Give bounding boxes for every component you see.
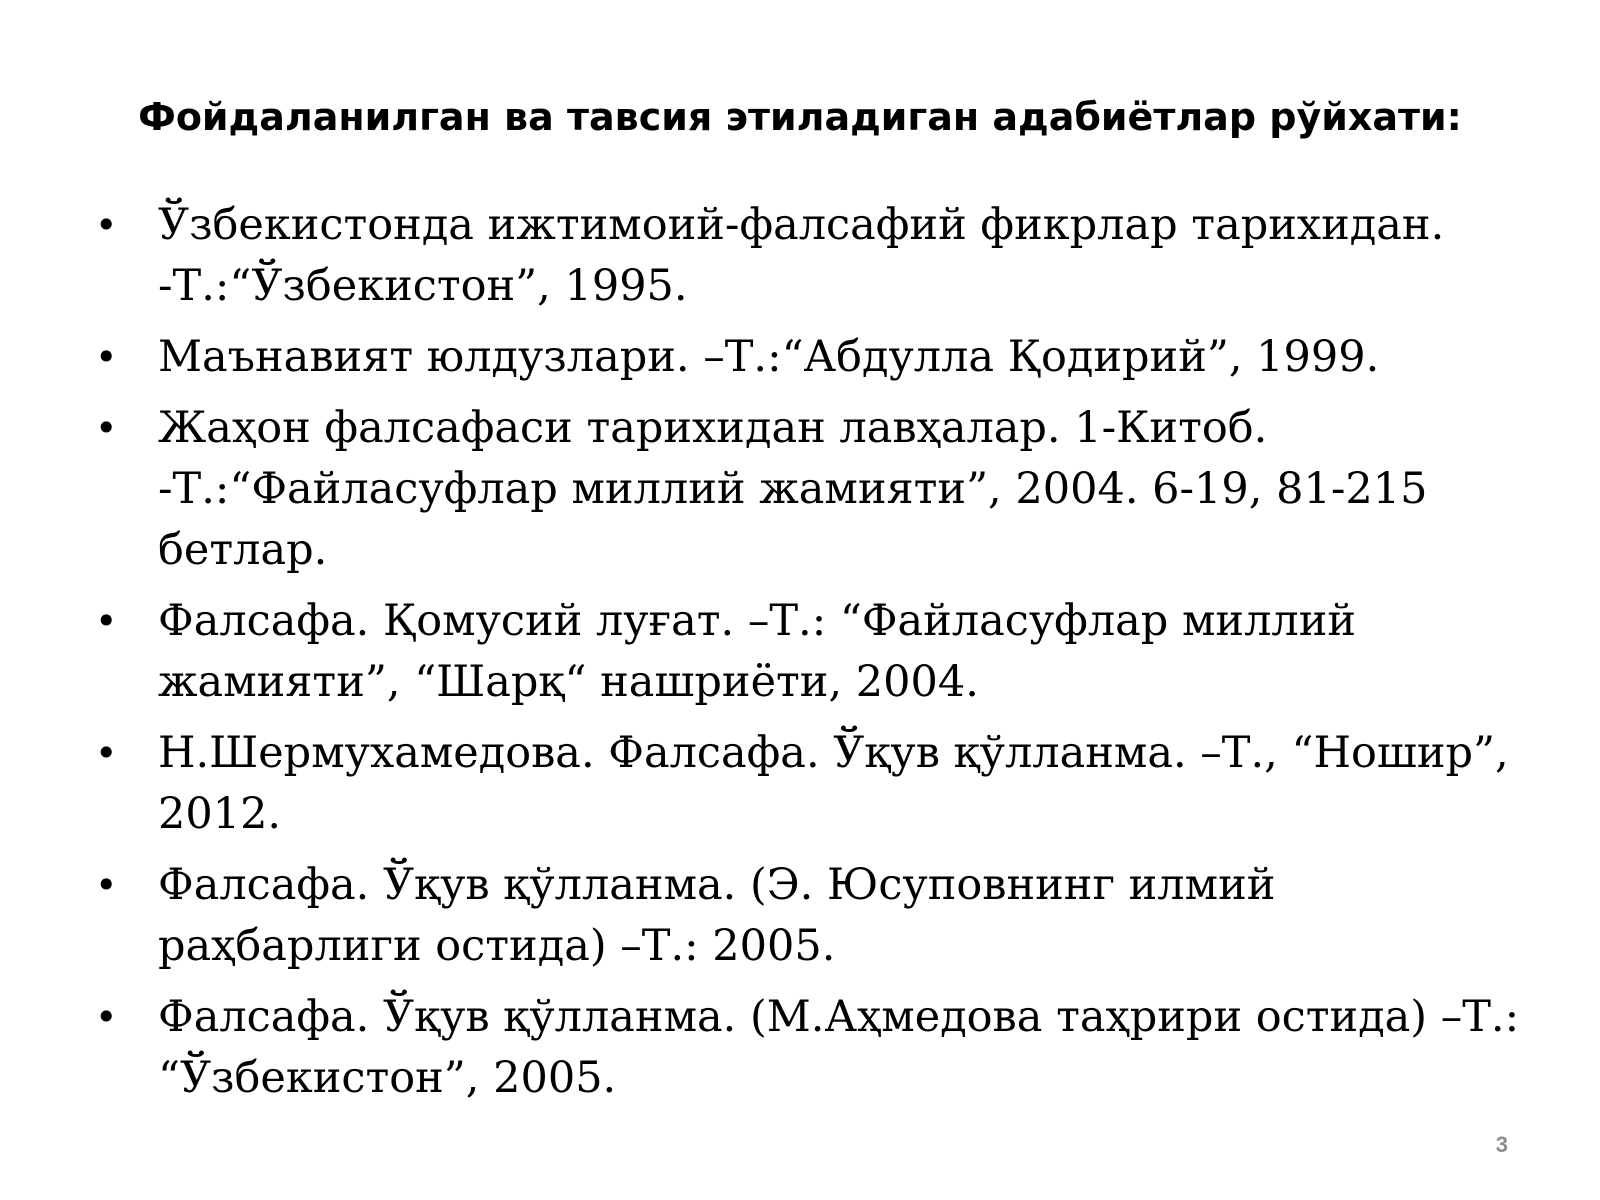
bullet-icon: • xyxy=(95,863,118,907)
list-item xyxy=(95,723,1535,845)
list-item xyxy=(95,855,1535,977)
bullet-icon: • xyxy=(95,995,118,1039)
reference-list xyxy=(95,195,1535,1119)
list-item xyxy=(95,327,1535,388)
slide-title: Фойдаланилган ва тавсия этиладиган адабиётлар рўйхати: xyxy=(138,95,1462,139)
reference-text: Фалсафа. Ўқув қўлланма. (М.Аҳмедова таҳрири остида) –Т.: “Ўзбекистон”, 2005. xyxy=(158,992,1520,1103)
reference-text: Ўзбекистонда ижтимоий-фалсафий фикрлар тарихидан. -Т.:“Ўзбекистон”, 1995. xyxy=(158,200,1445,311)
reference-text: Фалсафа. Қомусий луғат. –Т.: “Файласуфлар миллий жамияти”, “Шарқ“ нашриёти, 2004. xyxy=(158,596,1357,707)
reference-text: Маънавият юлдузлари. –Т.:“Абдулла Қодирий”, 1999. xyxy=(158,332,1380,382)
bullet-icon: • xyxy=(95,731,118,775)
list-item xyxy=(95,195,1535,317)
page-number: 3 xyxy=(1495,1132,1508,1157)
list-item xyxy=(95,398,1535,581)
reference-text: Фалсафа. Ўқув қўлланма. (Э. Юсуповнинг илмий раҳбарлиги остида) –Т.: 2005. xyxy=(158,860,1276,971)
bullet-icon: • xyxy=(95,406,118,450)
bullet-icon: • xyxy=(95,599,118,643)
reference-text: Н.Шермухамедова. Фалсафа. Ўқув қўлланма. –Т., “Ношир”, 2012. xyxy=(158,728,1509,839)
list-item xyxy=(95,987,1535,1109)
list-item xyxy=(95,591,1535,713)
bullet-icon: • xyxy=(95,335,118,379)
bullet-icon: • xyxy=(95,203,118,247)
reference-text: Жаҳон фалсафаси тарихидан лавҳалар. 1-Китоб. -Т.:“Файласуфлар миллий жамияти”, 2004. 6-19, 81-215 бетлар. xyxy=(158,403,1428,575)
